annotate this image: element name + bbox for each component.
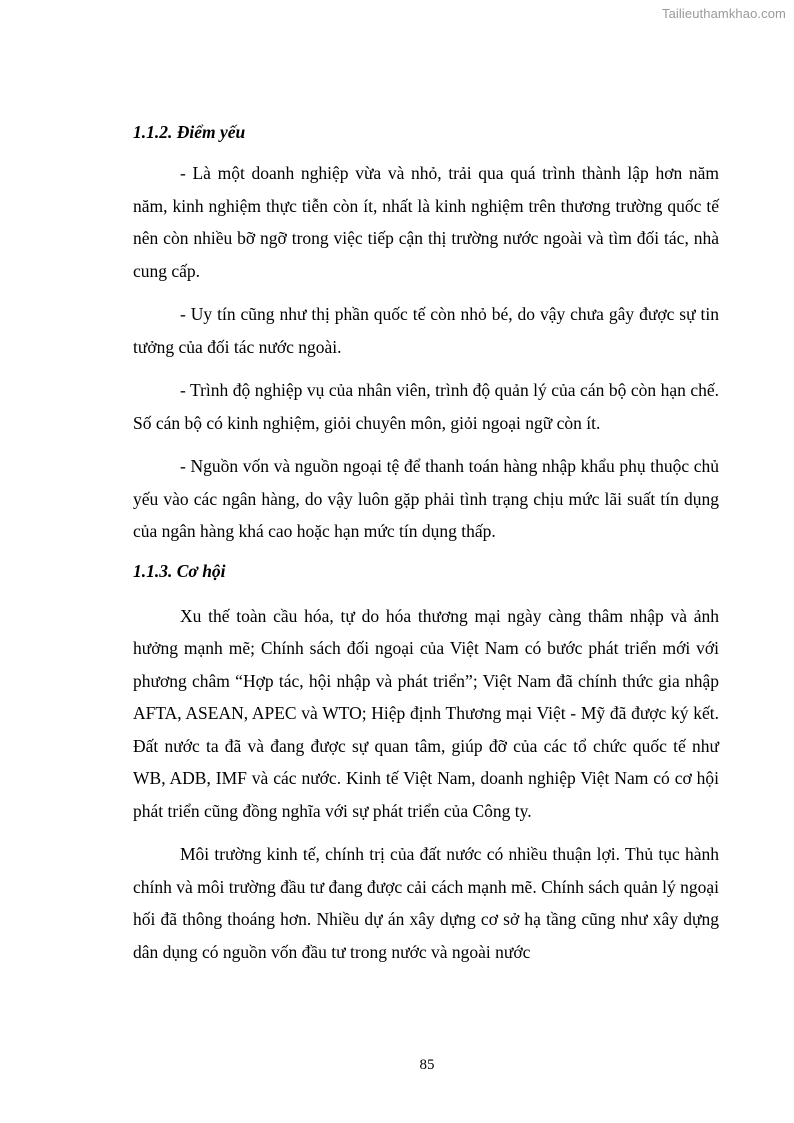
section-heading-weaknesses: 1.1.2. Điểm yếu	[133, 122, 246, 142]
paragraph: Môi trường kinh tế, chính trị của đất nước có nhiều thuận lợi. Thủ tục hành chính và môi trường đầu tư đang được cải cách mạnh mẽ. Chính sách quản lý ngoại hối đã thông thoáng hơn. Nhiều dự án xây dựng cơ sở hạ tầng cũng như xây dựng dân dụng có nguồn vốn đầu tư trong nước và ngoài nước	[133, 844, 719, 962]
document-body	[133, 120, 719, 968]
paragraph: - Uy tín cũng như thị phần quốc tế còn nhỏ bé, do vậy chưa gây được sự tin tưởng của đối tác nước ngoài.	[133, 304, 719, 357]
paragraph: Xu thế toàn cầu hóa, tự do hóa thương mại ngày càng thâm nhập và ảnh hưởng mạnh mẽ; Chính sách đối ngoại của Việt Nam có bước phát triển mới với phương châm “Hợp tác, hội nhập và phát triển”; Việt Nam đã chính thức gia nhập AFTA, ASEAN, APEC và WTO; Hiệp định Thương mại Việt - Mỹ đã được ký kết. Đất nước ta đã và đang được sự quan tâm, giúp đỡ của các tổ chức quốc tế như WB, ADB, IMF và các nước. Kinh tế Việt Nam, doanh nghiệp Việt Nam có cơ hội phát triển cũng đồng nghĩa với sự phát triển của Công ty.	[133, 605, 719, 821]
section-heading-opportunities: 1.1.3. Cơ hội	[133, 560, 226, 581]
watermark: Tailieuthamkhao.com	[661, 6, 786, 21]
paragraph: - Là một doanh nghiệp vừa và nhỏ, trải qua quá trình thành lập hơn năm năm, kinh nghiệm thực tiễn còn ít, nhất là kinh nghiệm trên thương trường quốc tế nên còn nhiều bỡ ngỡ trong việc tiếp cận thị trường nước ngoài và tìm đối tác, nhà cung cấp.	[133, 163, 719, 281]
page-number: 85	[419, 1057, 435, 1073]
paragraph: - Nguồn vốn và nguồn ngoại tệ để thanh toán hàng nhập khẩu phụ thuộc chủ yếu vào các ngân hàng, do vậy luôn gặp phải tình trạng chịu mức lãi suất tín dụng của ngân hàng khá cao hoặc hạn mức tín dụng thấp.	[133, 456, 719, 541]
paragraph: - Trình độ nghiệp vụ của nhân viên, trình độ quản lý của cán bộ còn hạn chế. Số cán bộ có kinh nghiệm, giỏi chuyên môn, giỏi ngoại ngữ còn ít.	[133, 380, 719, 433]
